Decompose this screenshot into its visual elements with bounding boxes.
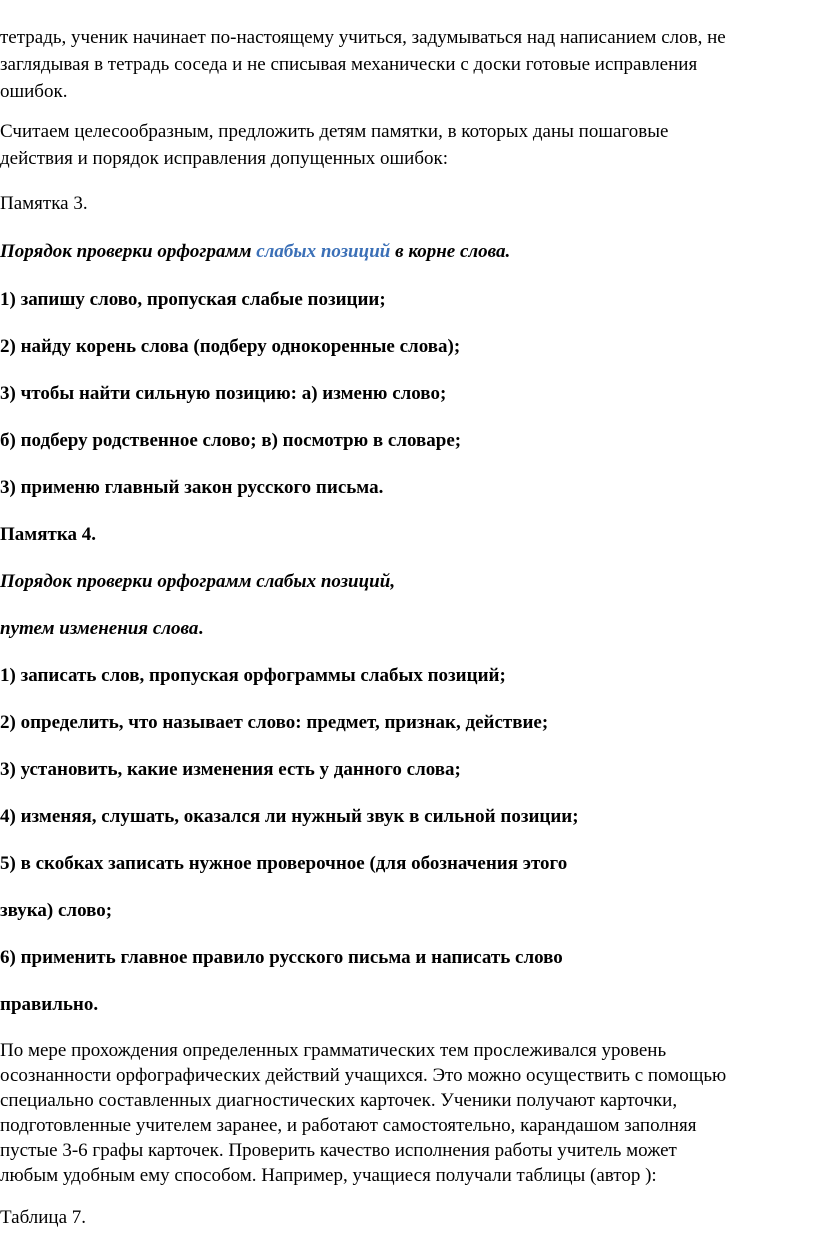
memo3-title-start: Порядок проверки орфограмм bbox=[0, 241, 257, 262]
memo4-title-line2 bbox=[0, 615, 812, 642]
memo4-step: 3) установить, какие изменения есть у данного слова; bbox=[0, 759, 461, 780]
text-line: любым удобным ему способом. Например, учащиеся получали таблицы (автор ): bbox=[0, 1165, 657, 1186]
text-line: подготовленные учителем заранее, и работают самостоятельно, карандашом заполняя bbox=[0, 1115, 697, 1136]
memo4-step: 2) определить, что называет слово: предмет, признак, действие; bbox=[0, 712, 549, 733]
table-label: Таблица 7. bbox=[0, 1207, 87, 1228]
text-line: Считаем целесообразным, предложить детям памятки, в которых даны пошаговые bbox=[0, 121, 669, 142]
memo4-step: правильно. bbox=[0, 994, 99, 1015]
memo4-step: 5) в скобках записать нужное проверочное (для обозначения этого bbox=[0, 853, 568, 874]
text-line: По мере прохождения определенных грамматических тем прослеживался уровень bbox=[0, 1040, 667, 1061]
memo4-step: 6) применить главное правило русского письма и написать слово bbox=[0, 947, 563, 968]
intro-paragraph bbox=[0, 24, 812, 105]
memo4-step: 4) изменяя, слушать, оказался ли нужный звук в сильной позиции; bbox=[0, 806, 579, 827]
text-line: специально составленных диагностических карточек. Ученики получают карточки, bbox=[0, 1090, 678, 1111]
memo4-title-line2-text: путем изменения слова bbox=[0, 618, 199, 639]
memo3-step: б) подберу родственное слово; в) посмотрю в словаре; bbox=[0, 430, 462, 451]
text-line: действия и порядок исправления допущенных ошибок: bbox=[0, 148, 448, 169]
memo3-title bbox=[0, 238, 812, 265]
memo3-step: 3) чтобы найти сильную позицию: а) изменю слово; bbox=[0, 383, 447, 404]
text-line: ошибок. bbox=[0, 81, 68, 102]
memo3-step: 1) запишу слово, пропуская слабые позиции; bbox=[0, 289, 386, 310]
memo4-title-line2-end: . bbox=[198, 618, 204, 639]
memo4-title-line1: Порядок проверки орфограмм слабых позиций, bbox=[0, 571, 396, 592]
memo3-title-link[interactable]: слабых позиций bbox=[256, 241, 391, 262]
memo3-step: 3) применю главный закон русского письма. bbox=[0, 477, 384, 498]
closing-paragraph bbox=[0, 1038, 812, 1188]
memo4-step: звука) слово; bbox=[0, 900, 113, 921]
memo4-label: Памятка 4. bbox=[0, 524, 96, 545]
text-line: тетрадь, ученик начинает по-настоящему учиться, задумываться над написанием слов, не bbox=[0, 27, 726, 48]
text-line: заглядывая в тетрадь соседа и не списывая механически с доски готовые исправления bbox=[0, 54, 698, 75]
memo3-step: 2) найду корень слова (подберу однокоренные слова); bbox=[0, 336, 461, 357]
text-line: осознанности орфографических действий учащихся. Это можно осуществить с помощью bbox=[0, 1065, 727, 1086]
memo4-step: 1) записать слов, пропуская орфограммы слабых позиций; bbox=[0, 665, 506, 686]
text-line: пустые 3-6 графы карточек. Проверить качество исполнения работы учитель может bbox=[0, 1140, 677, 1161]
memo3-title-end: в корне слова. bbox=[390, 241, 511, 262]
memo3-label: Памятка 3. bbox=[0, 193, 88, 214]
memo-intro-paragraph bbox=[0, 118, 812, 172]
